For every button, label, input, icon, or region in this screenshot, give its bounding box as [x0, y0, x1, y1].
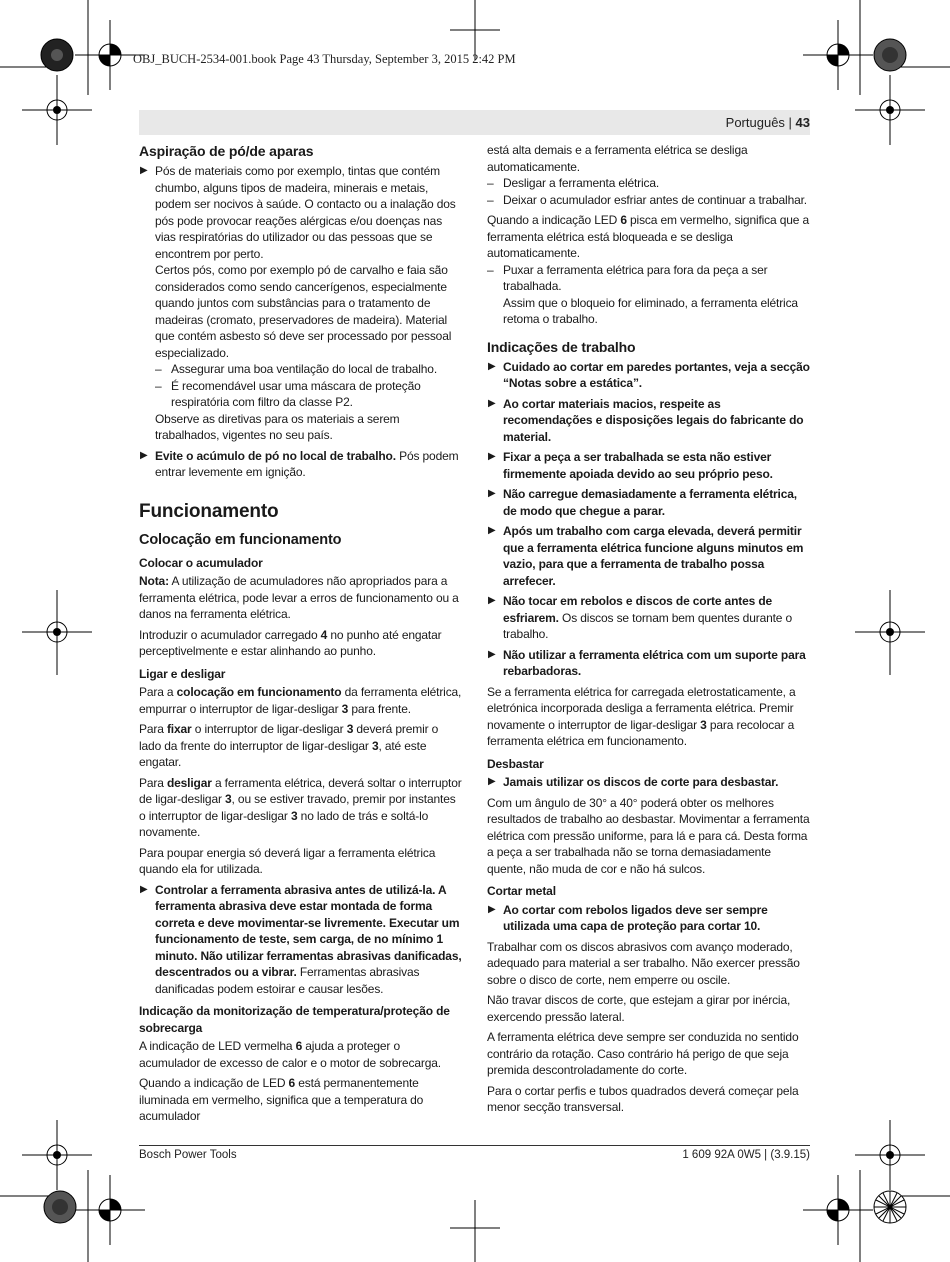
- footer-doc-number: 1 609 92A 0W5 | (3.9.15): [682, 1149, 810, 1161]
- dash-item: [155, 361, 462, 378]
- right-column: [487, 142, 810, 1120]
- heading-work-advice: Indicações de trabalho: [487, 338, 636, 355]
- bullet-triangle-icon: ▶: [488, 595, 496, 606]
- text: Quando a indicação de LED: [139, 1076, 289, 1090]
- paragraph: [139, 1038, 462, 1071]
- paragraph: Para poupar energia só deverá ligar a ferramenta elétrica quando ela for utilizada.: [139, 845, 436, 876]
- paragraph: Trabalhar com os discos abrasivos com avanço moderado, adequado para material a ser trabalho. Não exercer pressão sobre o disco de corte, nem emperre ou oscile.: [487, 939, 800, 987]
- dash-text: É recomendável usar uma máscara de proteção respiratória com filtro da classe P2.: [171, 378, 421, 409]
- page-number: 43: [795, 115, 810, 130]
- text: está permanentemente iluminada em vermelho, significa que a temperatura do acumulador: [139, 1076, 424, 1123]
- bullet-triangle-icon: ▶: [140, 449, 148, 461]
- bold-text: colocação em funcionamento: [176, 685, 342, 699]
- ref-number: 3: [225, 792, 232, 806]
- text: Pós podem entrar levemente em ignição.: [155, 448, 459, 479]
- safety-item: [487, 396, 810, 446]
- ref-number: 6: [288, 1076, 296, 1090]
- text: A utilização de acumuladores não apropriados para a ferramenta elétrica, pode levar a erros de funcionamento ou a danos na ferramenta elétrica.: [139, 574, 459, 621]
- text: , ou se estiver travado, premir por instantes o interruptor de ligar-desligar: [139, 792, 456, 823]
- safety-item: [487, 774, 810, 791]
- bullet-triangle-icon: ▶: [140, 165, 148, 176]
- dash-item: [155, 378, 462, 411]
- bold-text: Não tocar em rebolos e discos de corte antes de esfriarem.: [503, 594, 773, 625]
- bullet-triangle-icon: ▶: [488, 903, 496, 915]
- dash-text: Assegurar uma boa ventilação do local de trabalho.: [171, 362, 438, 376]
- text: o interruptor de ligar-desligar: [191, 722, 347, 736]
- footer-brand: Bosch Power Tools: [139, 1149, 237, 1161]
- bold-text: Fixar a peça a ser trabalhada se esta não estiver firmemente apoiada devido ao seu próprio peso.: [503, 450, 773, 481]
- bullet-triangle-icon: ▶: [488, 776, 496, 787]
- bullet-triangle-icon: ▶: [488, 397, 496, 409]
- text: Se a ferramenta elétrica for carregada eletrostaticamente, a eletrónica incorporada desliga a ferramenta elétrica. Premir novamente o interruptor de ligar-desligar: [487, 684, 796, 732]
- paragraph: Certos pós, como por exemplo pó de carvalho e faia são considerados como sendo cancerígenos, especialmente quando juntos com substâncias para o tratamento de madeiras (cromato, preservadores de madeira). Material que contém asbesto só deve ser processado por pessoal especializado.: [155, 263, 452, 360]
- safety-item: [139, 448, 462, 481]
- page-header: [726, 115, 810, 130]
- paragraph: Pós de materiais como por exemplo, tintas que contém chumbo, alguns tipos de madeira, minerais e metais, podem ser nocivos à saúde. O contacto ou a inalação dos pós pode provocar reações alérgicas e/ou doenças nas vias respiratórias do utilizador ou das pessoas que se encontrem por perto.: [155, 164, 456, 261]
- paragraph: Para o cortar perfis e tubos quadrados deverá começar pela menor secção transversal.: [487, 1083, 799, 1114]
- text: para frente.: [348, 701, 411, 716]
- bold-text: desligar: [166, 775, 212, 790]
- paragraph: [139, 627, 462, 660]
- ref-number: 3: [341, 701, 349, 716]
- paragraph: [139, 684, 462, 717]
- bullet-triangle-icon: ▶: [488, 488, 496, 499]
- note-label: Nota:: [139, 574, 169, 588]
- text: Os discos se tornam bem quentes durante o trabalho.: [503, 610, 793, 641]
- paragraph: Não travar discos de corte, que estejam a girar por inércia, exercendo pressão lateral.: [487, 993, 791, 1024]
- text: , até este engatar.: [139, 738, 427, 769]
- text: Para: [139, 775, 167, 790]
- text: no punho até engatar perceptivelmente e estar alinhando ao punho.: [139, 627, 442, 658]
- text: A indicação de LED vermelha: [139, 1039, 296, 1053]
- paragraph: está alta demais e a ferramenta elétrica se desliga automaticamente.: [487, 143, 748, 174]
- safety-item: [487, 523, 810, 589]
- safety-item: [487, 449, 810, 482]
- heading-switch-on-off: Ligar e desligar: [139, 666, 226, 681]
- paragraph: [487, 684, 810, 750]
- dash-text: Desligar a ferramenta elétrica.: [503, 176, 660, 190]
- text: pisca em vermelho, significa que a ferramenta elétrica está bloqueada e se desliga automaticamente.: [487, 213, 810, 260]
- text: Para a: [139, 685, 177, 699]
- header-language: Português: [725, 115, 785, 130]
- bold-text: Jamais utilizar os discos de corte para desbastar.: [503, 775, 779, 789]
- safety-item: [487, 359, 810, 392]
- paragraph: A ferramenta elétrica deve sempre ser conduzida no sentido contrário da rotação. Caso contrário há perigo de que seja premida descontroladamente do corte.: [487, 1030, 799, 1077]
- bullet-triangle-icon: ▶: [488, 648, 496, 660]
- bold-text: Cuidado ao cortar em paredes portantes, veja a secção “Notas sobre a estática”.: [503, 359, 810, 390]
- ref-number: 6: [620, 213, 627, 227]
- paragraph: [487, 212, 810, 262]
- dash-item: [487, 175, 810, 192]
- ref-number: 3: [700, 717, 707, 732]
- footer-rule: [139, 1145, 810, 1146]
- paragraph: [139, 1075, 462, 1125]
- bold-text: Controlar a ferramenta abrasiva antes de utilizá-la. A ferramenta abrasiva deve estar montada de forma correta e deve movimentar-se livremente. Executar um funcionamento de teste, sem carga, de no mínimo 1 minuto. Não utilizar ferramentas abrasivas danificadas, descentrados ou a vibrar.: [155, 882, 462, 979]
- bullet-triangle-icon: ▶: [488, 360, 496, 372]
- header-bar: [139, 110, 810, 135]
- dash-mark: –: [487, 192, 494, 207]
- header-separator: |: [784, 115, 796, 130]
- safety-item: [139, 882, 462, 998]
- left-column: [139, 142, 462, 1129]
- bold-text: Não carregue demasiadamente a ferramenta elétrica, de modo que chegue a parar.: [503, 487, 797, 518]
- bullet-triangle-icon: ▶: [488, 451, 496, 462]
- text: da ferramenta elétrica, empurrar o interruptor de ligar-desligar: [139, 685, 462, 716]
- bold-text: Evite o acúmulo de pó no local de trabalho.: [155, 448, 396, 463]
- heading-temperature-monitoring: Indicação da monitorização de temperatura/proteção de sobrecarga: [139, 1004, 450, 1035]
- text: para recolocar a ferramenta elétrica em funcionamento.: [487, 717, 795, 748]
- ref-number: 6: [295, 1039, 303, 1053]
- ref-number: 4: [320, 627, 328, 642]
- dash-mark: –: [487, 262, 494, 277]
- text: deverá premir o lado da frente do interruptor de ligar-desligar: [139, 722, 439, 753]
- dash-text: Deixar o acumulador esfriar antes de continuar a trabalhar.: [503, 192, 807, 207]
- heading-cutting-metal: Cortar metal: [487, 884, 556, 898]
- text: a ferramenta elétrica, deverá soltar o interruptor de ligar-desligar: [139, 775, 462, 806]
- text: Para: [139, 722, 167, 736]
- dash-mark: –: [155, 378, 162, 393]
- heading-starting-operation: Colocação em funcionamento: [139, 531, 342, 548]
- safety-item: [487, 486, 810, 519]
- print-info-line: OBJ_BUCH-2534-001.book Page 43 Thursday, September 3, 2015 2:42 PM: [133, 52, 516, 66]
- paragraph: Assim que o bloqueio for eliminado, a ferramenta elétrica retoma o trabalho.: [503, 295, 798, 326]
- note-paragraph: [139, 573, 462, 623]
- bold-text: Não utilizar a ferramenta elétrica com um suporte para rebarbadoras.: [503, 647, 806, 678]
- ref-number: 3: [290, 808, 298, 823]
- paragraph: [139, 721, 462, 771]
- dash-item: [487, 262, 810, 295]
- ref-number: 3: [346, 722, 354, 736]
- dash-item: [487, 192, 810, 209]
- paragraph: Observe as diretivas para os materiais a serem trabalhados, vigentes no seu país.: [155, 411, 400, 442]
- dash-text: Puxar a ferramenta elétrica para fora da peça a ser trabalhada.: [503, 262, 768, 293]
- heading-grinding: Desbastar: [487, 756, 544, 771]
- safety-item: [487, 647, 810, 680]
- text: Introduzir o acumulador carregado: [139, 627, 321, 642]
- dash-mark: –: [487, 176, 494, 190]
- bold-text: Após um trabalho com carga elevada, deverá permitir que a ferramenta elétrica funcione alguns minutos em vazio, para que a ferramenta de trabalho possa arrefecer.: [503, 524, 804, 588]
- heading-insert-battery: Colocar o acumulador: [139, 555, 263, 570]
- bullet-triangle-icon: ▶: [488, 525, 496, 536]
- bold-text: Ao cortar materiais macios, respeite as recomendações e disposições legais do fabricante do material.: [503, 396, 804, 444]
- text: ajuda a proteger o acumulador de excesso de calor e o motor de sobrecarga.: [139, 1039, 441, 1070]
- dash-mark: –: [155, 362, 162, 376]
- text: no lado de trás e soltá-lo novamente.: [139, 808, 429, 839]
- heading-dust-extraction: Aspiração de pó/de aparas: [139, 143, 314, 159]
- bold-text: Ao cortar com rebolos ligados deve ser sempre utilizada uma capa de proteção para cortar 10.: [503, 902, 768, 933]
- heading-operation: Funcionamento: [139, 500, 279, 522]
- safety-item: [487, 902, 810, 935]
- ref-number: 3: [371, 738, 379, 753]
- text: Quando a indicação LED: [487, 213, 621, 227]
- safety-item: [487, 593, 810, 643]
- paragraph: Com um ângulo de 30° a 40° poderá obter os melhores resultados de trabalho ao desbastar. Movimentar a ferramenta elétrica com pressão uniforme, para lá e para cá. Desta forma a peça a ser trabalhada não se torna demasiadamente quente, não muda de cor e não há sulcos.: [487, 795, 810, 876]
- bullet-triangle-icon: ▶: [140, 883, 148, 895]
- safety-item: [139, 163, 462, 444]
- paragraph: [139, 775, 462, 841]
- bold-text: fixar: [166, 722, 192, 736]
- text: Ferramentas abrasivas danificadas podem estoirar e causar lesões.: [155, 965, 420, 996]
